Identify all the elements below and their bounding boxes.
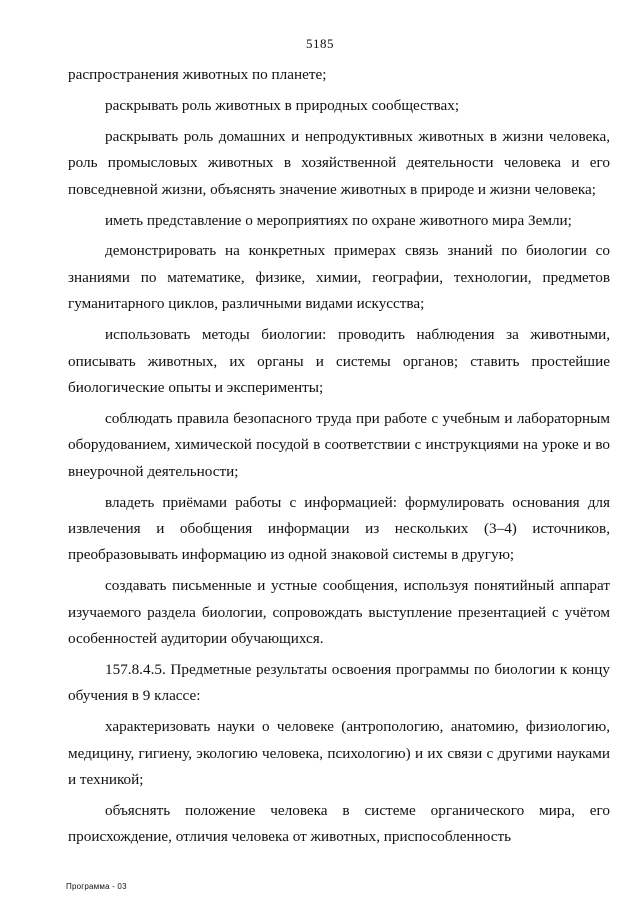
paragraph-9: создавать письменные и устные сообщения, используя понятийный аппарат изучаемого раздела биологии, сопровождать выступление презентацией с учётом особенностей аудитории обучающихся. (68, 577, 610, 648)
paragraph-6: использовать методы биологии: проводить наблюдения за животными, описывать животных, их органы и системы органов; ставить простейшие биологические опыты и эксперименты; (68, 326, 610, 396)
paragraph-12: объяснять положение человека в системе органического мира, его происхождение, отличия человека от животных, приспособленность (68, 802, 610, 846)
section-heading-157-8-4-5: 157.8.4.5. Предметные результаты освоения программы по биологии к концу обучения в 9 классе: (68, 661, 610, 705)
footer-label: Программа - 03 (66, 882, 127, 891)
paragraph-5: демонстрировать на конкретных примерах связь знаний по биологии со знаниями по математике, физике, химии, географии, технологии, предметов гуманитарного циклов, различными видами искусства; (68, 242, 610, 313)
page-number: 5185 (306, 36, 334, 51)
paragraph-7: соблюдать правила безопасного труда при работе с учебным и лабораторным оборудованием, химической посудой в соответствии с инструкциями на уроке и во внеурочной деятельности; (68, 409, 610, 480)
paragraph-1: распространения животных по планете; (68, 66, 327, 83)
paragraph-4: иметь представление о мероприятиях по охране животного мира Земли; (105, 211, 572, 229)
paragraph-11: характеризовать науки о человеке (антропологию, анатомию, физиологию, медицину, гигиену, экологию человека, психологию) и их связи с другими науками и техникой; (68, 718, 610, 789)
document-body (68, 62, 610, 855)
paragraph-2: раскрывать роль животных в природных сообществах; (105, 96, 460, 114)
paragraph-8: владеть приёмами работы с информацией: формулировать основания для извлечения и обобщения информации из нескольких (3–4) источников, преобразовывать информацию из одной знаковой системы в другую; (68, 493, 610, 564)
paragraph-3: раскрывать роль домашних и непродуктивных животных в жизни человека, роль промысловых животных в хозяйственной деятельности человека и его повседневной жизни, объяснять значение животных в природе и жизни человека; (68, 127, 610, 198)
